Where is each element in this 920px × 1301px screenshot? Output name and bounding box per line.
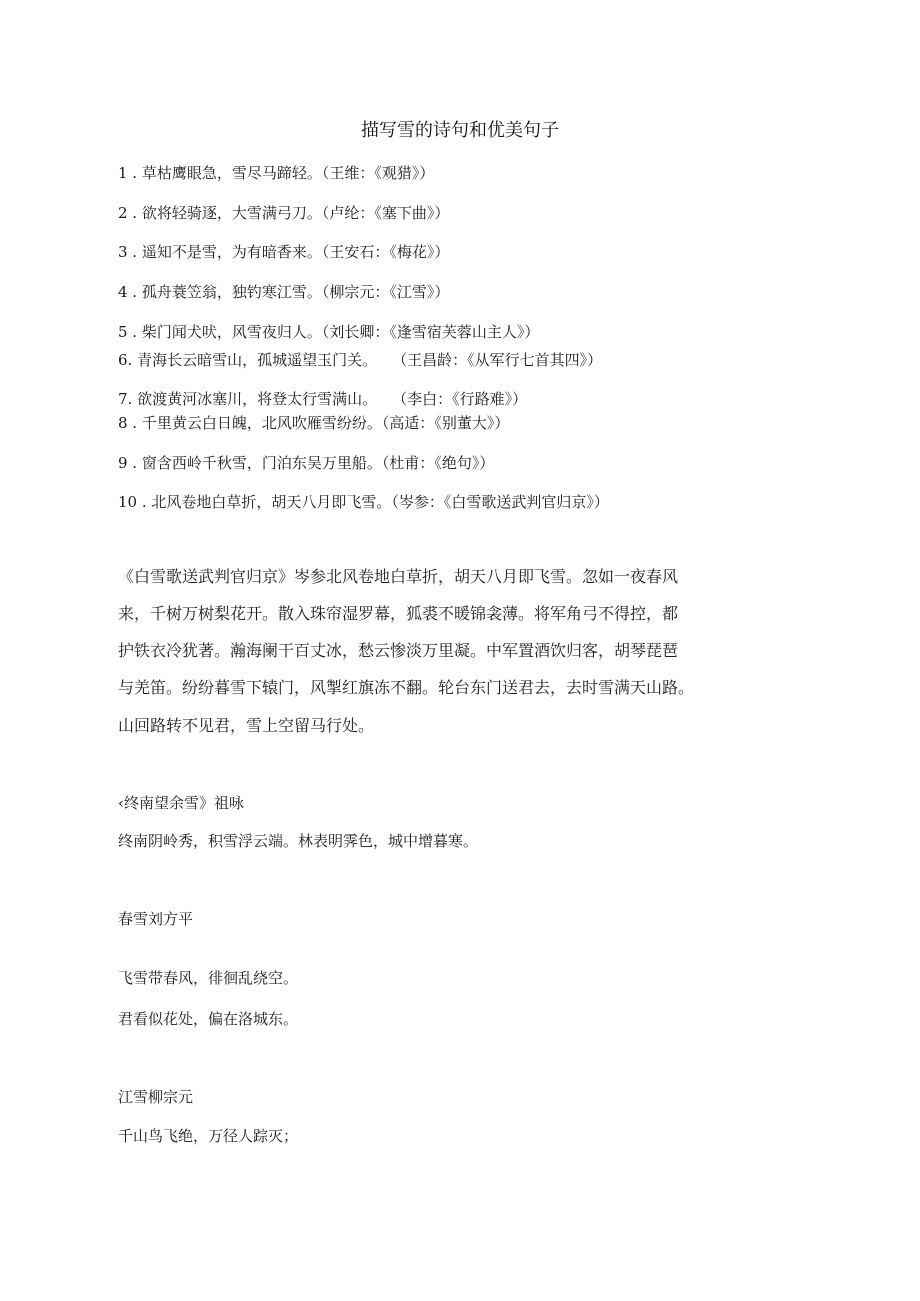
prose-line: 与羌笛。纷纷暮雪下辕门，风掣红旗冻不翻。轮台东门送君去，去时雪满天山路。 [118,678,695,697]
poem-line: 终南阴岭秀，积雪浮云端。林表明霁色，城中增暮寒。 [118,832,479,850]
poem-title: 江雪柳宗元 [118,1088,194,1106]
poem-title: 春雪刘方平 [118,910,194,928]
list-item: 3 . 遥知不是雪，为有暗香来。（王安石：《梅花》） [118,243,450,261]
prose-line: 山回路转不见君，雪上空留马行处。 [118,716,375,735]
list-item: 6. 青海长云暗雪山，孤城遥望玉门关。 （王昌龄：《从军行七首其四》） [118,351,603,369]
poem-line: 君看似花处，偏在洛城东。 [118,1010,299,1028]
poem-title: ‹终南望余雪》祖咏 [118,794,244,812]
list-item: 10 . 北风卷地白草折，胡天八月即飞雪。（岑参：《白雪歌送武判官归京》） [118,493,609,511]
page-title: 描写雪的诗句和优美句子 [361,120,559,141]
list-item: 4 . 孤舟蓑笠翁，独钓寒江雪。（柳宗元：《江雪》） [118,283,450,301]
prose-line: 《白雪歌送武判官归京》岑参北风卷地白草折，胡天八月即飞雪。忽如一夜春风 [118,567,679,586]
prose-line: 护铁衣冷犹著。瀚海阑干百丈冰，愁云惨淡万里凝。中军置酒饮归客，胡琴琵琶 [118,641,679,660]
list-item: 7. 欲渡黄河冰塞川，将登太行雪满山。 （李白：《行路难》） [118,390,528,408]
poem-line: 飞雪带春风，徘徊乱绕空。 [118,969,299,987]
list-item: 2 . 欲将轻骑逐，大雪满弓刀。（卢纶：《塞下曲》） [118,204,450,222]
list-item: 8 . 千里黄云白日魄，北风吹雁雪纷纷。（高适：《别董大》） [118,414,510,432]
list-item: 9 . 窗含西岭千秋雪，门泊东吴万里船。（杜甫：《绝句》） [118,454,495,472]
prose-line: 来，千树万树梨花开。散入珠帘湿罗幕，狐裘不暖锦衾薄。将军角弓不得控，都 [118,604,679,623]
poem-line: 千山鸟飞绝，万径人踪灭； [118,1127,299,1145]
list-item: 5 . 柴门闻犬吠，风雪夜归人。（刘长卿：《逢雪宿芙蓉山主人》） [118,323,540,341]
list-item: 1 . 草枯鹰眼急，雪尽马蹄轻。（王维：《观猎》） [118,164,435,182]
